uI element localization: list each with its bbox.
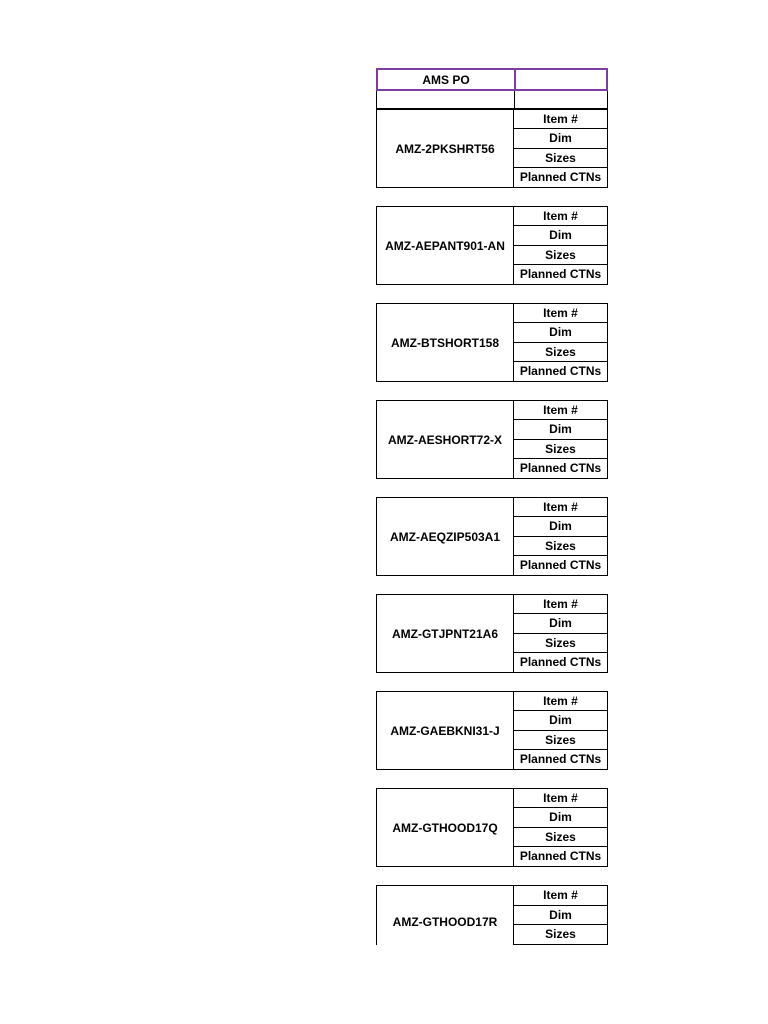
field-label-cell[interactable]: Sizes (514, 925, 607, 945)
field-label-cell[interactable]: Item # (514, 110, 607, 129)
po-block (376, 497, 608, 576)
field-label-cell[interactable]: Dim (514, 906, 607, 926)
po-field-list (514, 886, 607, 945)
po-field-list (514, 692, 607, 769)
po-number-cell[interactable]: AMZ-AESHORT72-X (377, 401, 514, 478)
po-field-list (514, 595, 607, 672)
field-label-cell[interactable]: Sizes (514, 731, 607, 750)
po-field-list (514, 207, 607, 284)
po-block (376, 788, 608, 867)
po-number-cell[interactable]: AMZ-GTHOOD17R (377, 886, 514, 945)
blank-cell-right[interactable] (515, 91, 607, 108)
po-field-list (514, 789, 607, 866)
po-block (376, 109, 608, 188)
field-label-cell[interactable]: Item # (514, 692, 607, 711)
field-label-cell[interactable]: Dim (514, 323, 607, 342)
field-label-cell[interactable]: Dim (514, 420, 607, 439)
field-label-cell[interactable]: Sizes (514, 440, 607, 459)
field-label-cell[interactable]: Planned CTNs (519, 752, 602, 767)
po-field-list (514, 401, 607, 478)
field-label-cell[interactable]: Planned CTNs (519, 558, 602, 573)
field-label-cell[interactable]: Dim (514, 226, 607, 245)
blank-row (376, 91, 608, 109)
header-row (376, 68, 608, 91)
po-block (376, 691, 608, 770)
field-label-cell[interactable]: Planned CTNs (519, 170, 602, 185)
po-number-cell[interactable]: AMZ-GAEBKNI31-J (377, 692, 514, 769)
field-label-cell[interactable]: Item # (514, 401, 607, 420)
po-field-list (514, 304, 607, 381)
blank-cell-left[interactable] (377, 91, 515, 108)
field-label-cell[interactable]: Sizes (514, 343, 607, 362)
field-label-cell[interactable]: Sizes (514, 634, 607, 653)
po-number-cell[interactable]: AMZ-BTSHORT158 (377, 304, 514, 381)
field-label-cell[interactable]: Dim (514, 711, 607, 730)
field-label-cell[interactable]: Dim (514, 808, 607, 827)
field-label-cell[interactable]: Item # (514, 498, 607, 517)
field-label-cell[interactable]: Planned CTNs (519, 364, 602, 379)
ams-po-value-cell[interactable] (516, 70, 606, 89)
field-label-cell[interactable]: Sizes (514, 828, 607, 847)
field-label-cell[interactable]: Dim (514, 129, 607, 148)
field-label-cell[interactable]: Sizes (514, 246, 607, 265)
field-label-cell[interactable]: Sizes (514, 149, 607, 168)
po-block (376, 400, 608, 479)
po-sheet (376, 68, 608, 942)
field-label-cell[interactable]: Planned CTNs (519, 267, 602, 282)
field-label-cell[interactable]: Dim (514, 517, 607, 536)
po-number-cell[interactable]: AMZ-AEQZIP503A1 (377, 498, 514, 575)
po-number-cell[interactable]: AMZ-AEPANT901-AN (377, 207, 514, 284)
po-block (376, 206, 608, 285)
field-label-cell[interactable]: Sizes (514, 537, 607, 556)
po-block (376, 303, 608, 382)
field-label-cell[interactable]: Planned CTNs (519, 655, 602, 670)
po-number-cell[interactable]: AMZ-GTJPNT21A6 (377, 595, 514, 672)
field-label-cell[interactable]: Item # (514, 207, 607, 226)
field-label-cell[interactable]: Item # (514, 789, 607, 808)
po-field-list (514, 498, 607, 575)
field-label-cell[interactable]: Item # (514, 595, 607, 614)
po-field-list (514, 110, 607, 187)
field-label-cell[interactable]: Planned CTNs (519, 461, 602, 476)
po-number-cell[interactable]: AMZ-2PKSHRT56 (377, 110, 514, 187)
field-label-cell[interactable]: Item # (514, 304, 607, 323)
field-label-cell[interactable]: Dim (514, 614, 607, 633)
sheet-header (376, 68, 608, 108)
po-number-cell[interactable]: AMZ-GTHOOD17Q (377, 789, 514, 866)
field-label-cell[interactable]: Item # (514, 886, 607, 906)
po-block (376, 594, 608, 673)
field-label-cell[interactable]: Planned CTNs (519, 849, 602, 864)
po-block (376, 885, 608, 945)
ams-po-label[interactable]: AMS PO (378, 70, 516, 89)
